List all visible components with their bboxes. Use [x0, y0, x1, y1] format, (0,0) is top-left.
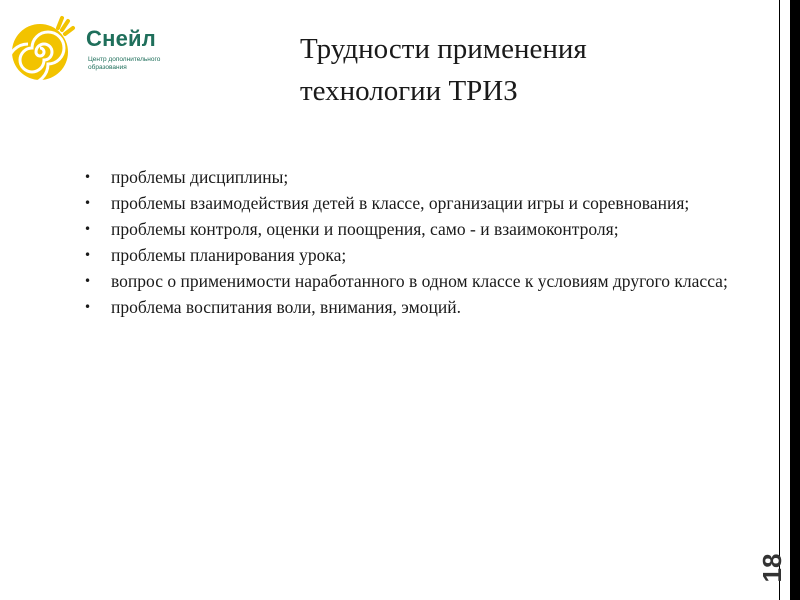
list-item-text: проблемы планирования урока; — [111, 245, 347, 265]
list-item-text: проблемы взаимодействия детей в классе, организации игры и соревнования; — [111, 193, 690, 213]
list-item-text: вопрос о применимости наработанного в одном классе к условиям другого класса; — [111, 271, 728, 291]
list-item-text: проблемы контроля, оценки и поощрения, само - и взаимоконтроля; — [111, 219, 619, 239]
page-number: 18 — [757, 553, 787, 583]
list-item-text: проблема воспитания воли, внимания, эмоций. — [111, 297, 461, 317]
bullet-icon: • — [84, 196, 92, 210]
bullet-icon: • — [84, 170, 92, 184]
bullet-list — [84, 164, 734, 320]
bullet-icon: • — [84, 300, 92, 314]
list-item — [84, 268, 734, 294]
bullet-icon: • — [84, 248, 92, 262]
bullet-icon: • — [84, 274, 92, 288]
right-side-bar — [790, 0, 800, 600]
bullet-icon: • — [84, 222, 92, 236]
slide-title — [300, 28, 760, 112]
snail-logo-icon — [8, 10, 78, 86]
logo-subtitle: Центр дополнительного образования — [88, 56, 161, 71]
list-item-text: проблемы дисциплины; — [111, 167, 289, 187]
logo-brand-name: Снейл — [86, 26, 156, 51]
list-item — [84, 164, 734, 190]
slide-title-line-1: Трудности применения — [300, 33, 587, 65]
right-divider-line — [779, 0, 780, 600]
list-item — [84, 242, 734, 268]
list-item — [84, 294, 734, 320]
list-item — [84, 216, 734, 242]
list-item — [84, 190, 734, 216]
logo — [8, 10, 168, 86]
slide-title-line-2: технологии ТРИЗ — [300, 75, 518, 107]
